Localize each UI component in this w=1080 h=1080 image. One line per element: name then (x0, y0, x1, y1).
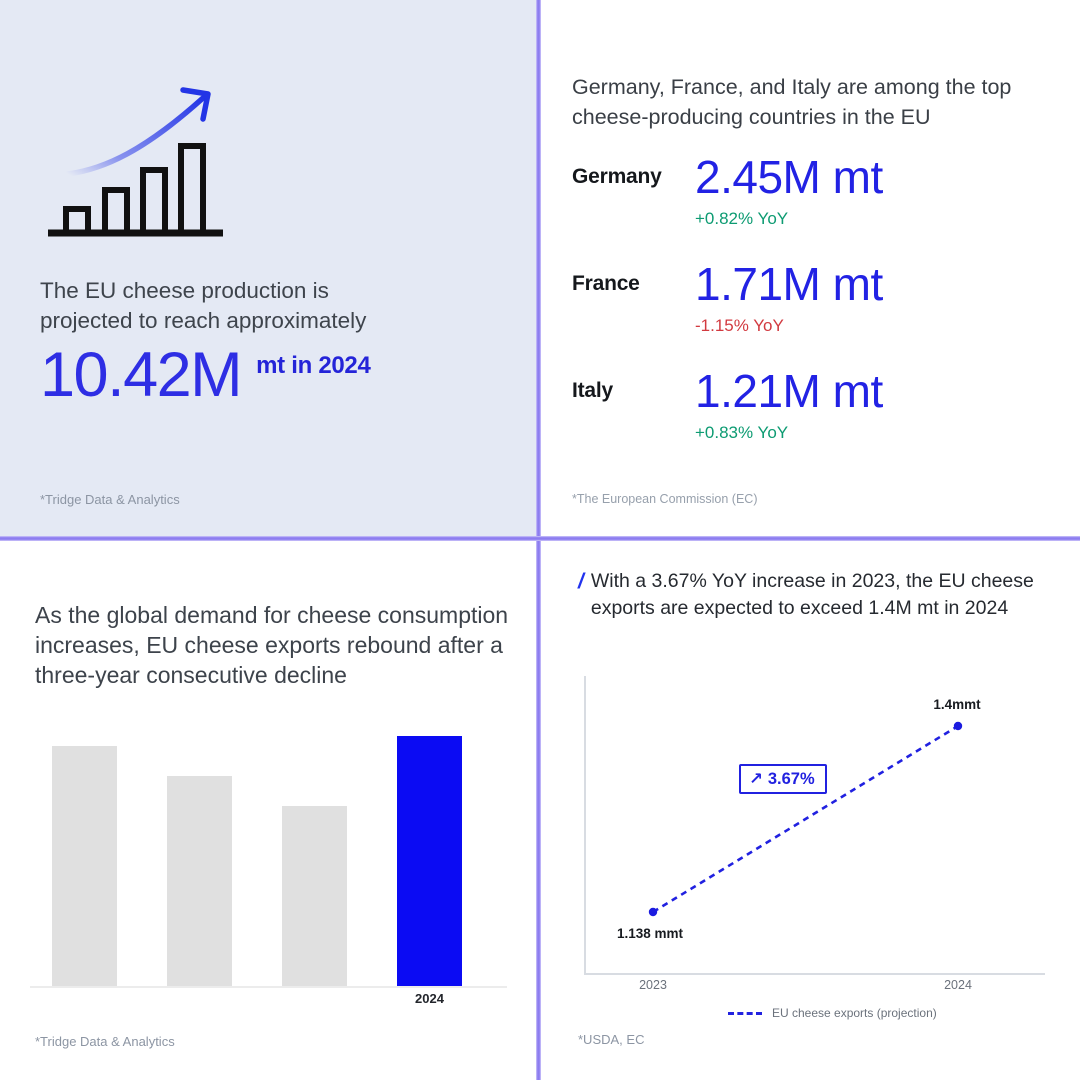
source-note: *The European Commission (EC) (572, 492, 758, 506)
legend-label: EU cheese exports (projection) (772, 1006, 937, 1020)
yoy-change: -1.15% YoY (695, 316, 784, 335)
production-value: 1.21M mt (695, 365, 883, 417)
producers-title: Germany, France, and Italy are among the top cheese-producing countries in the EU (572, 75, 1012, 129)
source-note: *USDA, EC (578, 1032, 645, 1047)
yoy-change: +0.83% YoY (695, 423, 789, 442)
country-label: Italy (572, 379, 614, 402)
panel-exports-rebound (0, 540, 540, 1080)
panel-top-producers (540, 0, 1080, 540)
production-stat-value: 10.42M (40, 340, 242, 410)
producer-row-france (572, 257, 1042, 336)
x-axis-label-2024: 2024 (415, 991, 444, 1006)
data-label-2024: 1.4mmt (933, 697, 981, 712)
horizontal-divider (0, 536, 1080, 541)
production-intro-text: The EU cheese production is projected to reach approximately (40, 278, 367, 333)
production-value: 1.71M mt (695, 258, 883, 310)
bar-year-2 (167, 776, 232, 986)
producer-row-germany (572, 150, 1042, 229)
panel-eu-production (0, 0, 540, 540)
dashed-line-legend-icon (728, 1012, 762, 1015)
country-label: Germany (572, 165, 662, 188)
country-label: France (572, 272, 640, 295)
projection-title-text: With a 3.67% YoY increase in 2023, the EU cheese exports are expected to exceed 1.4M mt in 2024 (590, 570, 1034, 619)
production-stat (40, 341, 371, 409)
bar-chart-growth-icon (45, 85, 230, 250)
trend-up-icon: ↗ (749, 770, 763, 788)
chart-baseline (30, 986, 507, 988)
growth-badge-value: 3.67% (767, 769, 815, 788)
bar-year-3 (282, 806, 347, 986)
rebound-title: As the global demand for cheese consumption increases, EU cheese exports rebound after a three-year consecutive decline (35, 602, 509, 688)
projection-line-chart (540, 540, 1080, 1080)
producer-row-italy (572, 364, 1042, 443)
source-note: *Tridge Data & Analytics (40, 492, 180, 507)
production-value: 2.45M mt (695, 151, 883, 203)
x-axis-label-2024: 2024 (944, 978, 972, 992)
chart-legend (728, 1006, 937, 1020)
bar-year-1 (52, 746, 117, 986)
panel-exports-projection (540, 540, 1080, 1080)
bar-year-2024-highlight (397, 736, 462, 986)
growth-badge (739, 764, 827, 794)
yoy-change: +0.82% YoY (695, 209, 789, 228)
slash-accent-icon: / (578, 570, 584, 593)
production-stat-suffix: mt in 2024 (256, 352, 371, 379)
data-label-2023: 1.138 mmt (616, 926, 684, 941)
source-note: *Tridge Data & Analytics (35, 1034, 175, 1049)
x-axis-label-2023: 2023 (639, 978, 667, 992)
